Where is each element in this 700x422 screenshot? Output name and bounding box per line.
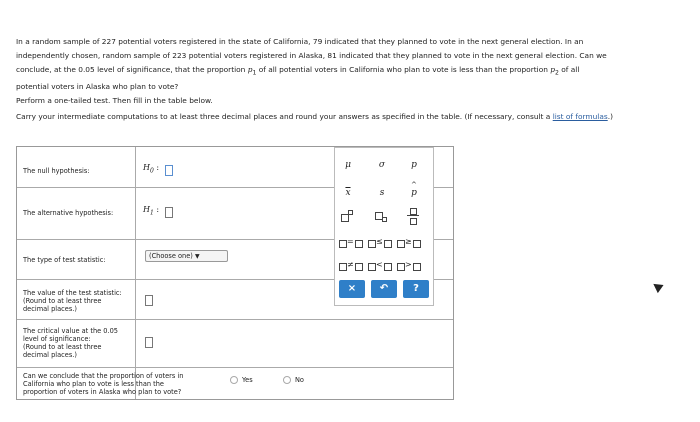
sigma-button[interactable]: σ (378, 160, 386, 170)
critical-value-label: The critical value at the 0.05 level of significance: (Round to at least three decimal places.) (23, 327, 118, 359)
superscript-box-icon (348, 210, 353, 215)
mouse-cursor-icon (650, 280, 663, 293)
neq-operator-button[interactable]: ≠ (347, 260, 354, 269)
answer-table (16, 146, 454, 400)
no-label: No (295, 376, 304, 384)
h1-symbol: $H_1$ : (143, 205, 160, 217)
geq-operator-button[interactable]: ≥ (405, 237, 412, 246)
help-button[interactable]: ? (403, 280, 429, 298)
undo-button[interactable]: ↶ (371, 280, 397, 298)
critical-value-input[interactable] (145, 337, 153, 348)
stat-type-label: The type of test statistic: (23, 256, 106, 264)
superscript-template-button[interactable] (341, 214, 349, 222)
conclusion-label: Can we conclude that the proportion of voters in California who plan to vote is less than the proportion of voters in Alaska who plan to vote? (23, 372, 184, 396)
fraction-template-button[interactable] (410, 208, 417, 215)
instruction-carry: Carry your intermediate computations to at least three decimal places and round your answers as specified in the table. (If necessary, consult a list of formulas.) (16, 112, 613, 121)
phat-button[interactable]: ^ p (411, 181, 417, 198)
problem-text (16, 35, 676, 94)
stat-value-label: The value of the test statistic: (Round to at least three decimal places.) (23, 289, 122, 313)
h0-symbol: $H_0$ : (143, 163, 160, 175)
dropdown-arrow-icon: ▼ (194, 253, 200, 260)
leq-operator-button[interactable]: ≤ (376, 237, 383, 246)
alt-hypothesis-label: The alternative hypothesis: (23, 209, 114, 217)
conclusion-row (17, 367, 453, 399)
problem-line-1: In a random sample of 227 potential voters registered in the state of California, 79 indicated that they planned to vote in the next general election. In an (16, 37, 584, 46)
p-button[interactable]: p (411, 160, 417, 170)
xbar-button[interactable]: $\overline{x}$ (345, 188, 351, 198)
yes-label: Yes (242, 376, 253, 384)
subscript-box-icon (382, 217, 387, 222)
equals-operator-button[interactable]: = (347, 237, 354, 246)
yes-radio[interactable] (230, 376, 238, 384)
stat-value-input[interactable] (145, 295, 153, 306)
clear-button[interactable]: × (339, 280, 365, 298)
fraction-bar-icon (407, 215, 419, 216)
gt-operator-button[interactable]: > (405, 260, 412, 269)
critical-value-row (17, 319, 453, 368)
problem-line-3: conclude, at the 0.05 level of significance, that the proportion $p_1$ of all potential voters in California who plan to vote is less than the proportion $p_2$ of all (16, 65, 580, 77)
null-hypothesis-label: The null hypothesis: (23, 167, 90, 175)
no-radio[interactable] (283, 376, 291, 384)
lt-operator-button[interactable]: < (376, 260, 383, 269)
instruction-perform: Perform a one-tailed test. Then fill in the table below. (16, 96, 213, 105)
stat-type-select[interactable]: (Choose one) ▼ (145, 250, 228, 262)
alt-hypothesis-input[interactable] (165, 207, 173, 218)
problem-line-4: potential voters in Alaska who plan to vote? (16, 82, 179, 92)
formulas-link[interactable]: list of formulas (552, 112, 608, 121)
null-hypothesis-input[interactable] (165, 165, 173, 176)
mu-button[interactable]: μ (345, 160, 351, 170)
s-button[interactable]: s (379, 188, 385, 198)
symbol-palette (334, 147, 434, 306)
fraction-denominator-icon (410, 218, 417, 225)
problem-line-2: independently chosen, random sample of 223 potential voters registered in Alaska, 81 indicated that they planned to vote in the next general election. Can we (16, 51, 607, 60)
